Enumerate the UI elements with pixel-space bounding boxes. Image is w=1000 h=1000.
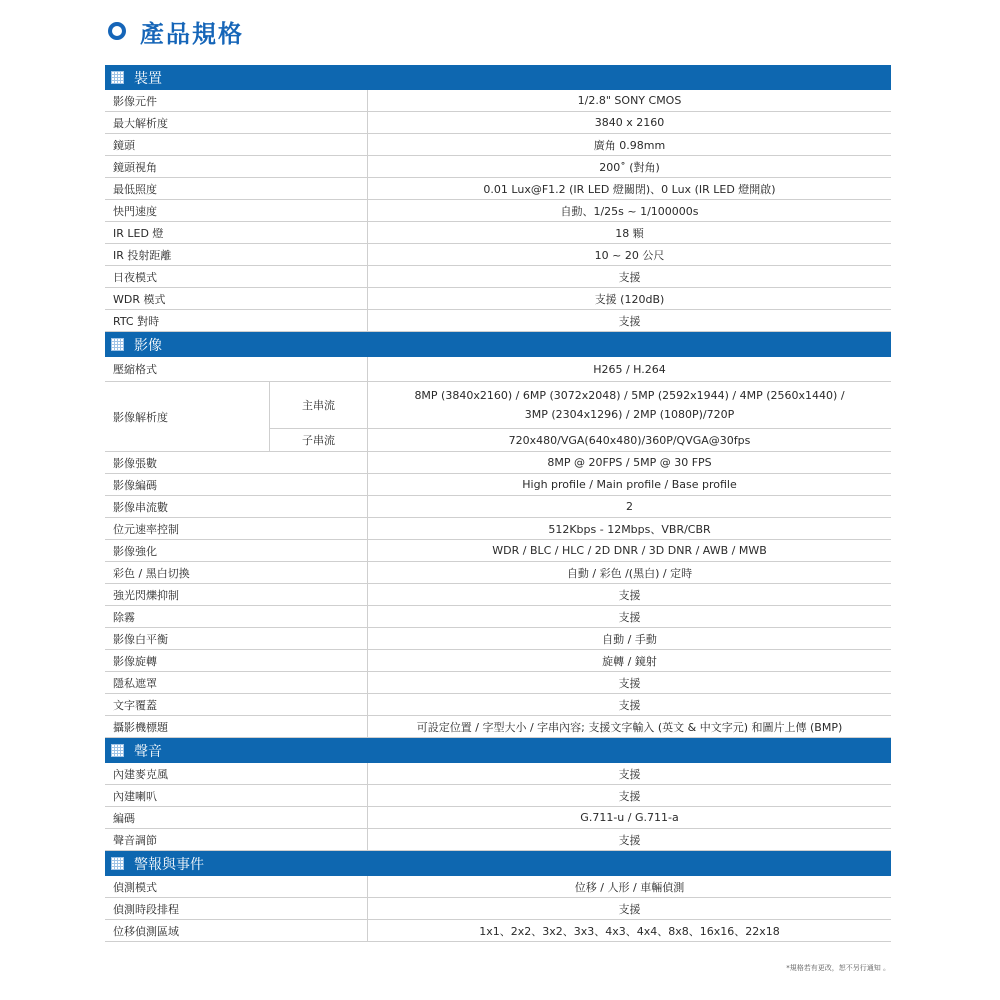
table-row: [105, 452, 891, 474]
spec-label: 文字覆蓋: [105, 694, 368, 715]
spec-label: 影像白平衡: [105, 628, 368, 649]
spec-value: 720x480/VGA(640x480)/360P/QVGA@30fps: [508, 433, 751, 447]
spec-value: 支援: [618, 588, 641, 602]
table-row: [105, 244, 891, 266]
section-title: 聲音: [134, 743, 162, 760]
spec-value: 512Kbps - 12Mbps、VBR/CBR: [548, 522, 711, 536]
table-row: [105, 829, 891, 851]
spec-label: RTC 對時: [105, 310, 368, 331]
spec-value: 支援: [618, 610, 641, 624]
spec-value: 1x1、2x2、3x2、3x3、4x3、4x4、8x8、16x16、22x18: [479, 924, 780, 938]
section-title: 影像: [134, 337, 162, 354]
table-row: [105, 266, 891, 288]
table-row: [105, 310, 891, 332]
spec-value: 支援: [618, 676, 641, 690]
grid-square-icon: [111, 857, 124, 870]
table-row: [105, 540, 891, 562]
spec-value: H265 / H.264: [593, 362, 666, 376]
spec-label: 壓縮格式: [105, 357, 368, 381]
main-stream-line-1: 8MP (3840x2160) / 6MP (3072x2048) / 5MP (2592x1944) / 4MP (2560x1440) /: [414, 389, 845, 402]
spec-label: 影像強化: [105, 540, 368, 561]
sub-stream-row: [270, 428, 891, 451]
spec-label: 位移偵測區域: [105, 920, 368, 941]
spec-label: 彩色 / 黑白切換: [105, 562, 368, 583]
stream-label: 主串流: [270, 382, 368, 428]
table-row: [105, 763, 891, 785]
table-row: [105, 112, 891, 134]
table-row: [105, 474, 891, 496]
spec-value: 18 顆: [615, 226, 644, 240]
section-header-device: [105, 65, 891, 90]
spec-value: 自動、1/25s ~ 1/100000s: [560, 204, 699, 218]
spec-value: 自動 / 手動: [602, 632, 657, 646]
grid-square-icon: [111, 71, 124, 84]
spec-value: 200˚ (對角): [599, 160, 660, 174]
spec-value: 位移 / 人形 / 車輛偵測: [574, 880, 685, 894]
spec-value: WDR / BLC / HLC / 2D DNR / 3D DNR / AWB / MWB: [492, 544, 767, 557]
resolution-group: [105, 382, 891, 452]
spec-label: 聲音調節: [105, 829, 368, 850]
spec-label: 影像串流數: [105, 496, 368, 517]
spec-value: 自動 / 彩色 /(黑白) / 定時: [566, 566, 693, 580]
table-row: [105, 518, 891, 540]
spec-label: 最大解析度: [105, 112, 368, 133]
table-row: [105, 288, 891, 310]
footnote: *規格若有更改，恕不另行通知 。: [786, 964, 890, 972]
spec-label: 偵測時段排程: [105, 898, 368, 919]
spec-label: 除霧: [105, 606, 368, 627]
table-row: [105, 178, 891, 200]
spec-value: 可設定位置 / 字型大小 / 字串內容; 支援文字輸入 (英文 & 中文字元) 和圖片上傳 (BMP): [416, 720, 843, 734]
table-row: [105, 650, 891, 672]
section-header-video: [105, 332, 891, 357]
table-row: [105, 134, 891, 156]
table-row: [105, 716, 891, 738]
page-title: 產品規格: [140, 19, 244, 48]
section-header-alarm: [105, 851, 891, 876]
table-row: [105, 785, 891, 807]
table-row: [105, 694, 891, 716]
spec-label: 快門速度: [105, 200, 368, 221]
spec-value: 8MP @ 20FPS / 5MP @ 30 FPS: [547, 456, 712, 469]
spec-value: High profile / Main profile / Base profile: [522, 478, 737, 491]
spec-label: 日夜模式: [105, 266, 368, 287]
spec-label: 內建喇叭: [105, 785, 368, 806]
table-row: [105, 584, 891, 606]
spec-label: 攝影機標題: [105, 716, 368, 737]
table-row: [105, 876, 891, 898]
spec-value: 支援: [618, 314, 641, 328]
spec-value: 廣角 0.98mm: [593, 138, 666, 152]
section-header-audio: [105, 738, 891, 763]
spec-value: 支援: [618, 789, 641, 803]
main-stream-row: [270, 382, 891, 428]
spec-label: 鏡頭: [105, 134, 368, 155]
section-title: 警報與事件: [134, 856, 204, 873]
spec-label: 隱私遮罩: [105, 672, 368, 693]
table-row: [105, 90, 891, 112]
spec-label: 影像元件: [105, 90, 368, 111]
circle-bullet-icon: [108, 22, 126, 40]
spec-label: 位元速率控制: [105, 518, 368, 539]
table-row: [105, 200, 891, 222]
page-header: [108, 14, 244, 48]
grid-square-icon: [111, 338, 124, 351]
spec-value: [368, 382, 891, 428]
section-title: 裝置: [134, 70, 162, 87]
spec-value: G.711-u / G.711-a: [580, 811, 679, 824]
table-row: [105, 672, 891, 694]
spec-label: IR LED 燈: [105, 222, 368, 243]
spec-value: 2: [626, 500, 633, 513]
spec-value: 10 ~ 20 公尺: [594, 248, 665, 262]
spec-label: 編碼: [105, 807, 368, 828]
spec-label: 內建麥克風: [105, 763, 368, 784]
spec-label: 強光閃爍抑制: [105, 584, 368, 605]
table-row: [105, 357, 891, 382]
stream-label: 子串流: [270, 429, 368, 451]
spec-label: 最低照度: [105, 178, 368, 199]
spec-value: 支援: [618, 833, 641, 847]
spec-table: [105, 65, 891, 942]
table-row: [105, 807, 891, 829]
grid-square-icon: [111, 744, 124, 757]
spec-value: 0.01 Lux@F1.2 (IR LED 燈關閉)、0 Lux (IR LED 燈開啟): [483, 182, 776, 196]
table-row: [105, 898, 891, 920]
spec-label: 影像解析度: [105, 382, 270, 451]
spec-label: IR 投射距離: [105, 244, 368, 265]
spec-value: 支援: [618, 270, 641, 284]
main-stream-line-2: 3MP (2304x1296) / 2MP (1080P)/720P: [524, 408, 735, 421]
spec-value: 3840 x 2160: [594, 116, 665, 129]
table-row: [105, 606, 891, 628]
spec-label: 偵測模式: [105, 876, 368, 897]
spec-value: 支援: [618, 902, 641, 916]
spec-label: WDR 模式: [105, 288, 368, 309]
spec-value: 支援: [618, 698, 641, 712]
table-row: [105, 920, 891, 942]
spec-value: 支援: [618, 767, 641, 781]
table-row: [105, 496, 891, 518]
table-row: [105, 562, 891, 584]
spec-label: 影像旋轉: [105, 650, 368, 671]
table-row: [105, 222, 891, 244]
table-row: [105, 628, 891, 650]
table-row: [105, 156, 891, 178]
spec-value: 支援 (120dB): [594, 292, 665, 306]
spec-label: 鏡頭視角: [105, 156, 368, 177]
spec-label: 影像張數: [105, 452, 368, 473]
spec-value: 旋轉 / 鏡射: [602, 654, 657, 668]
spec-label: 影像編碼: [105, 474, 368, 495]
spec-value: 1/2.8" SONY CMOS: [577, 94, 682, 107]
